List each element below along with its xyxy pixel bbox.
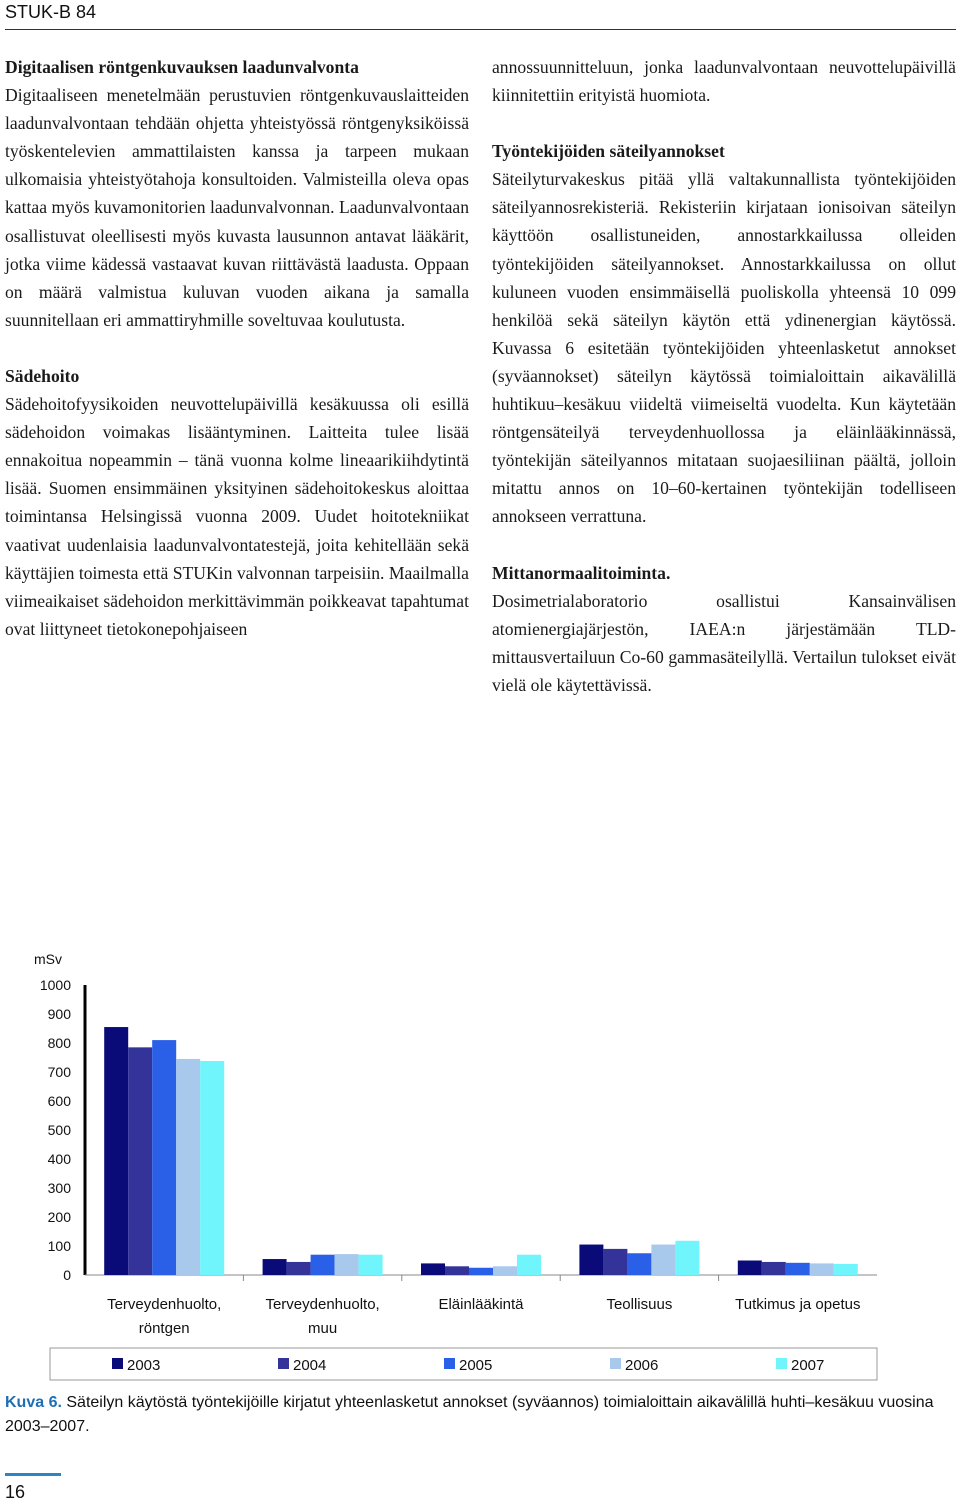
legend-label: 2003 bbox=[127, 1357, 161, 1374]
bar bbox=[311, 1255, 335, 1275]
paragraph-continuation: annossuunnitteluun, jonka laadunvalvontaan neuvottelupäivillä kiinnitettiin erityistä huomiota. bbox=[492, 57, 956, 106]
figure-label: Kuva 6. bbox=[5, 1394, 62, 1411]
bar bbox=[675, 1241, 699, 1275]
y-tick-label: 700 bbox=[47, 1064, 71, 1080]
header-rule bbox=[5, 29, 956, 30]
footer-rule bbox=[5, 1473, 61, 1476]
bar bbox=[579, 1245, 603, 1275]
paragraph-worker-doses: Säteilyturvakeskus pitää yllä valtakunnallista työntekijöiden säteilyannosrekisteriä. Rekisteriin kirjataan ionisoivan säteilyn käyttöön osallistuneiden, annostarkkailussa olleiden työntekijöiden säteilyannokset. Annostarkkailussa on ollut kuluneen vuoden ensimmäisellä puoliskolla yhteensä 10 099 henkilöä sekä säteilyn käytön että ydinenergian käytössä. Kuvassa 6 esitetään työntekijöiden yhteenlasketut annokset (syväannokset) säteilyn käytössä toimialoittain aikavälillä huhtikuu–kesäkuu viideltä viimeiseltä vuodelta. Kun käytetään röntgensäteilyä terveydenhuollossa ja eläinlääkinnässä, työntekijän säteilyannos mitataan suojaesiliinan päältä, jolloin mitattu annos on 10–60-kertainen työntekijän todelliseen annokseen verrattuna. bbox=[492, 169, 956, 527]
category-label: Terveydenhuolto, bbox=[265, 1296, 380, 1313]
running-header: STUK-B 84 bbox=[5, 2, 97, 22]
bar bbox=[493, 1266, 517, 1275]
legend-swatch bbox=[444, 1358, 455, 1369]
y-tick-label: 900 bbox=[47, 1006, 71, 1022]
figure-caption bbox=[5, 1391, 955, 1439]
y-tick-label: 1000 bbox=[39, 977, 71, 993]
category-label: Tutkimus ja opetus bbox=[735, 1296, 861, 1313]
y-tick-label: 300 bbox=[47, 1180, 71, 1196]
legend-label: 2006 bbox=[625, 1357, 659, 1374]
bar bbox=[104, 1027, 128, 1275]
bar bbox=[627, 1253, 651, 1275]
bar bbox=[445, 1266, 469, 1275]
legend-label: 2004 bbox=[293, 1357, 327, 1374]
legend-label: 2005 bbox=[459, 1357, 493, 1374]
paragraph-digital-qa: Digitaaliseen menetelmään perustuvien röntgenkuvauslaitteiden laadunvalvontaan tehdään ohjetta yhteistyössä röntgenyksiköissä työskentelevien ammattilaisten kanssa ja tarpeen mukaan ulkomaisia yhteistyötahoja konsultoiden. Valmisteilla oleva opas kattaa myös kuvamonitorien laadunvalvonnan. Laadunvalvontaan osallistuvat oleellisesti myös kuvasta lausunnon antavat lääkärit, jotka viime kädessä vastaavat kuvan riittävästä laadusta. Oppaan on määrä valmistua kuluvan vuoden aikana ja samalla suunnitellaan eri ammattiryhmille soveltuvaa koulutusta. bbox=[5, 85, 469, 330]
bar bbox=[421, 1263, 445, 1275]
bar bbox=[517, 1255, 541, 1275]
category-label: Terveydenhuolto, bbox=[107, 1296, 222, 1313]
right-column bbox=[492, 53, 956, 699]
page-number: 16 bbox=[5, 1482, 26, 1502]
legend-swatch bbox=[776, 1358, 787, 1369]
bar bbox=[200, 1061, 224, 1275]
bar bbox=[469, 1268, 493, 1275]
section-heading-radiotherapy: Sädehoito bbox=[5, 365, 80, 386]
bar bbox=[359, 1255, 383, 1275]
bar bbox=[263, 1259, 287, 1275]
dose-bar-chart bbox=[0, 940, 960, 1385]
y-tick-label: 100 bbox=[47, 1238, 71, 1254]
y-unit-label: mSv bbox=[34, 951, 62, 967]
bar bbox=[810, 1263, 834, 1275]
left-column bbox=[5, 53, 469, 643]
y-tick-label: 500 bbox=[47, 1122, 71, 1138]
bar bbox=[738, 1261, 762, 1276]
y-tick-label: 400 bbox=[47, 1151, 71, 1167]
paragraph-radiotherapy: Sädehoitofyysikoiden neuvottelupäivillä kesäkuussa oli esillä sädehoidon voimakas lisääntyminen. Laitteita tulee lisää ennakoitua nopeammin – tänä vuonna kolme lineaarikiihdytintä lisää. Suomen ensimmäinen yksityinen sädehoitokeskus aloittaa toimintansa Helsingissä vuonna 2009. Uudet hoitotekniikat vaativat uudenlaisia laadunvalvontatestejä, joita kehitellään sekä käyttäjien toimesta että STUKin valvonnan tarpeisiin. Maailmalla viimeaikaiset sädehoidon merkittävimmän poikkeavat tapahtumat ovat liittyneet tietokonepohjaiseen bbox=[5, 394, 469, 639]
figure-caption-text: Säteilyn käytöstä työntekijöille kirjatut yhteenlasketut annokset (syväannos) toimialoittain aikavälillä huhti–kesäkuu vuosina 2003–2007. bbox=[5, 1394, 934, 1435]
bar bbox=[603, 1249, 627, 1275]
section-heading-metrology: Mittanormaalitoiminta. bbox=[492, 562, 671, 583]
bar bbox=[651, 1245, 675, 1275]
bar bbox=[834, 1264, 858, 1275]
bar bbox=[335, 1254, 359, 1275]
y-tick-label: 0 bbox=[63, 1267, 71, 1283]
section-heading-worker-doses: Työntekijöiden säteilyannokset bbox=[492, 141, 725, 162]
legend-swatch bbox=[112, 1358, 123, 1369]
bar bbox=[762, 1262, 786, 1275]
bar bbox=[152, 1040, 176, 1275]
legend-swatch bbox=[610, 1358, 621, 1369]
bar bbox=[287, 1262, 311, 1275]
category-label: muu bbox=[308, 1320, 338, 1337]
section-heading-digital-qa: Digitaalisen röntgenkuvauksen laadunvalvonta bbox=[5, 57, 359, 77]
bar bbox=[128, 1047, 152, 1275]
legend-swatch bbox=[278, 1358, 289, 1369]
category-label: röntgen bbox=[138, 1320, 190, 1337]
y-tick-label: 200 bbox=[47, 1209, 71, 1225]
legend-label: 2007 bbox=[791, 1357, 825, 1374]
bar bbox=[786, 1263, 810, 1275]
paragraph-metrology: Dosimetrialaboratorio osallistui Kansainvälisen atomienergiajärjestön, IAEA:n järjestämään TLD-mittausvertailuun Co-60 gammasäteilyllä. Vertailun tulokset eivät vielä ole käytettävissä. bbox=[492, 590, 956, 695]
bar bbox=[176, 1059, 200, 1275]
category-label: Teollisuus bbox=[606, 1296, 673, 1313]
y-tick-label: 600 bbox=[47, 1093, 71, 1109]
category-label: Eläinlääkintä bbox=[438, 1296, 524, 1313]
y-tick-label: 800 bbox=[47, 1035, 71, 1051]
